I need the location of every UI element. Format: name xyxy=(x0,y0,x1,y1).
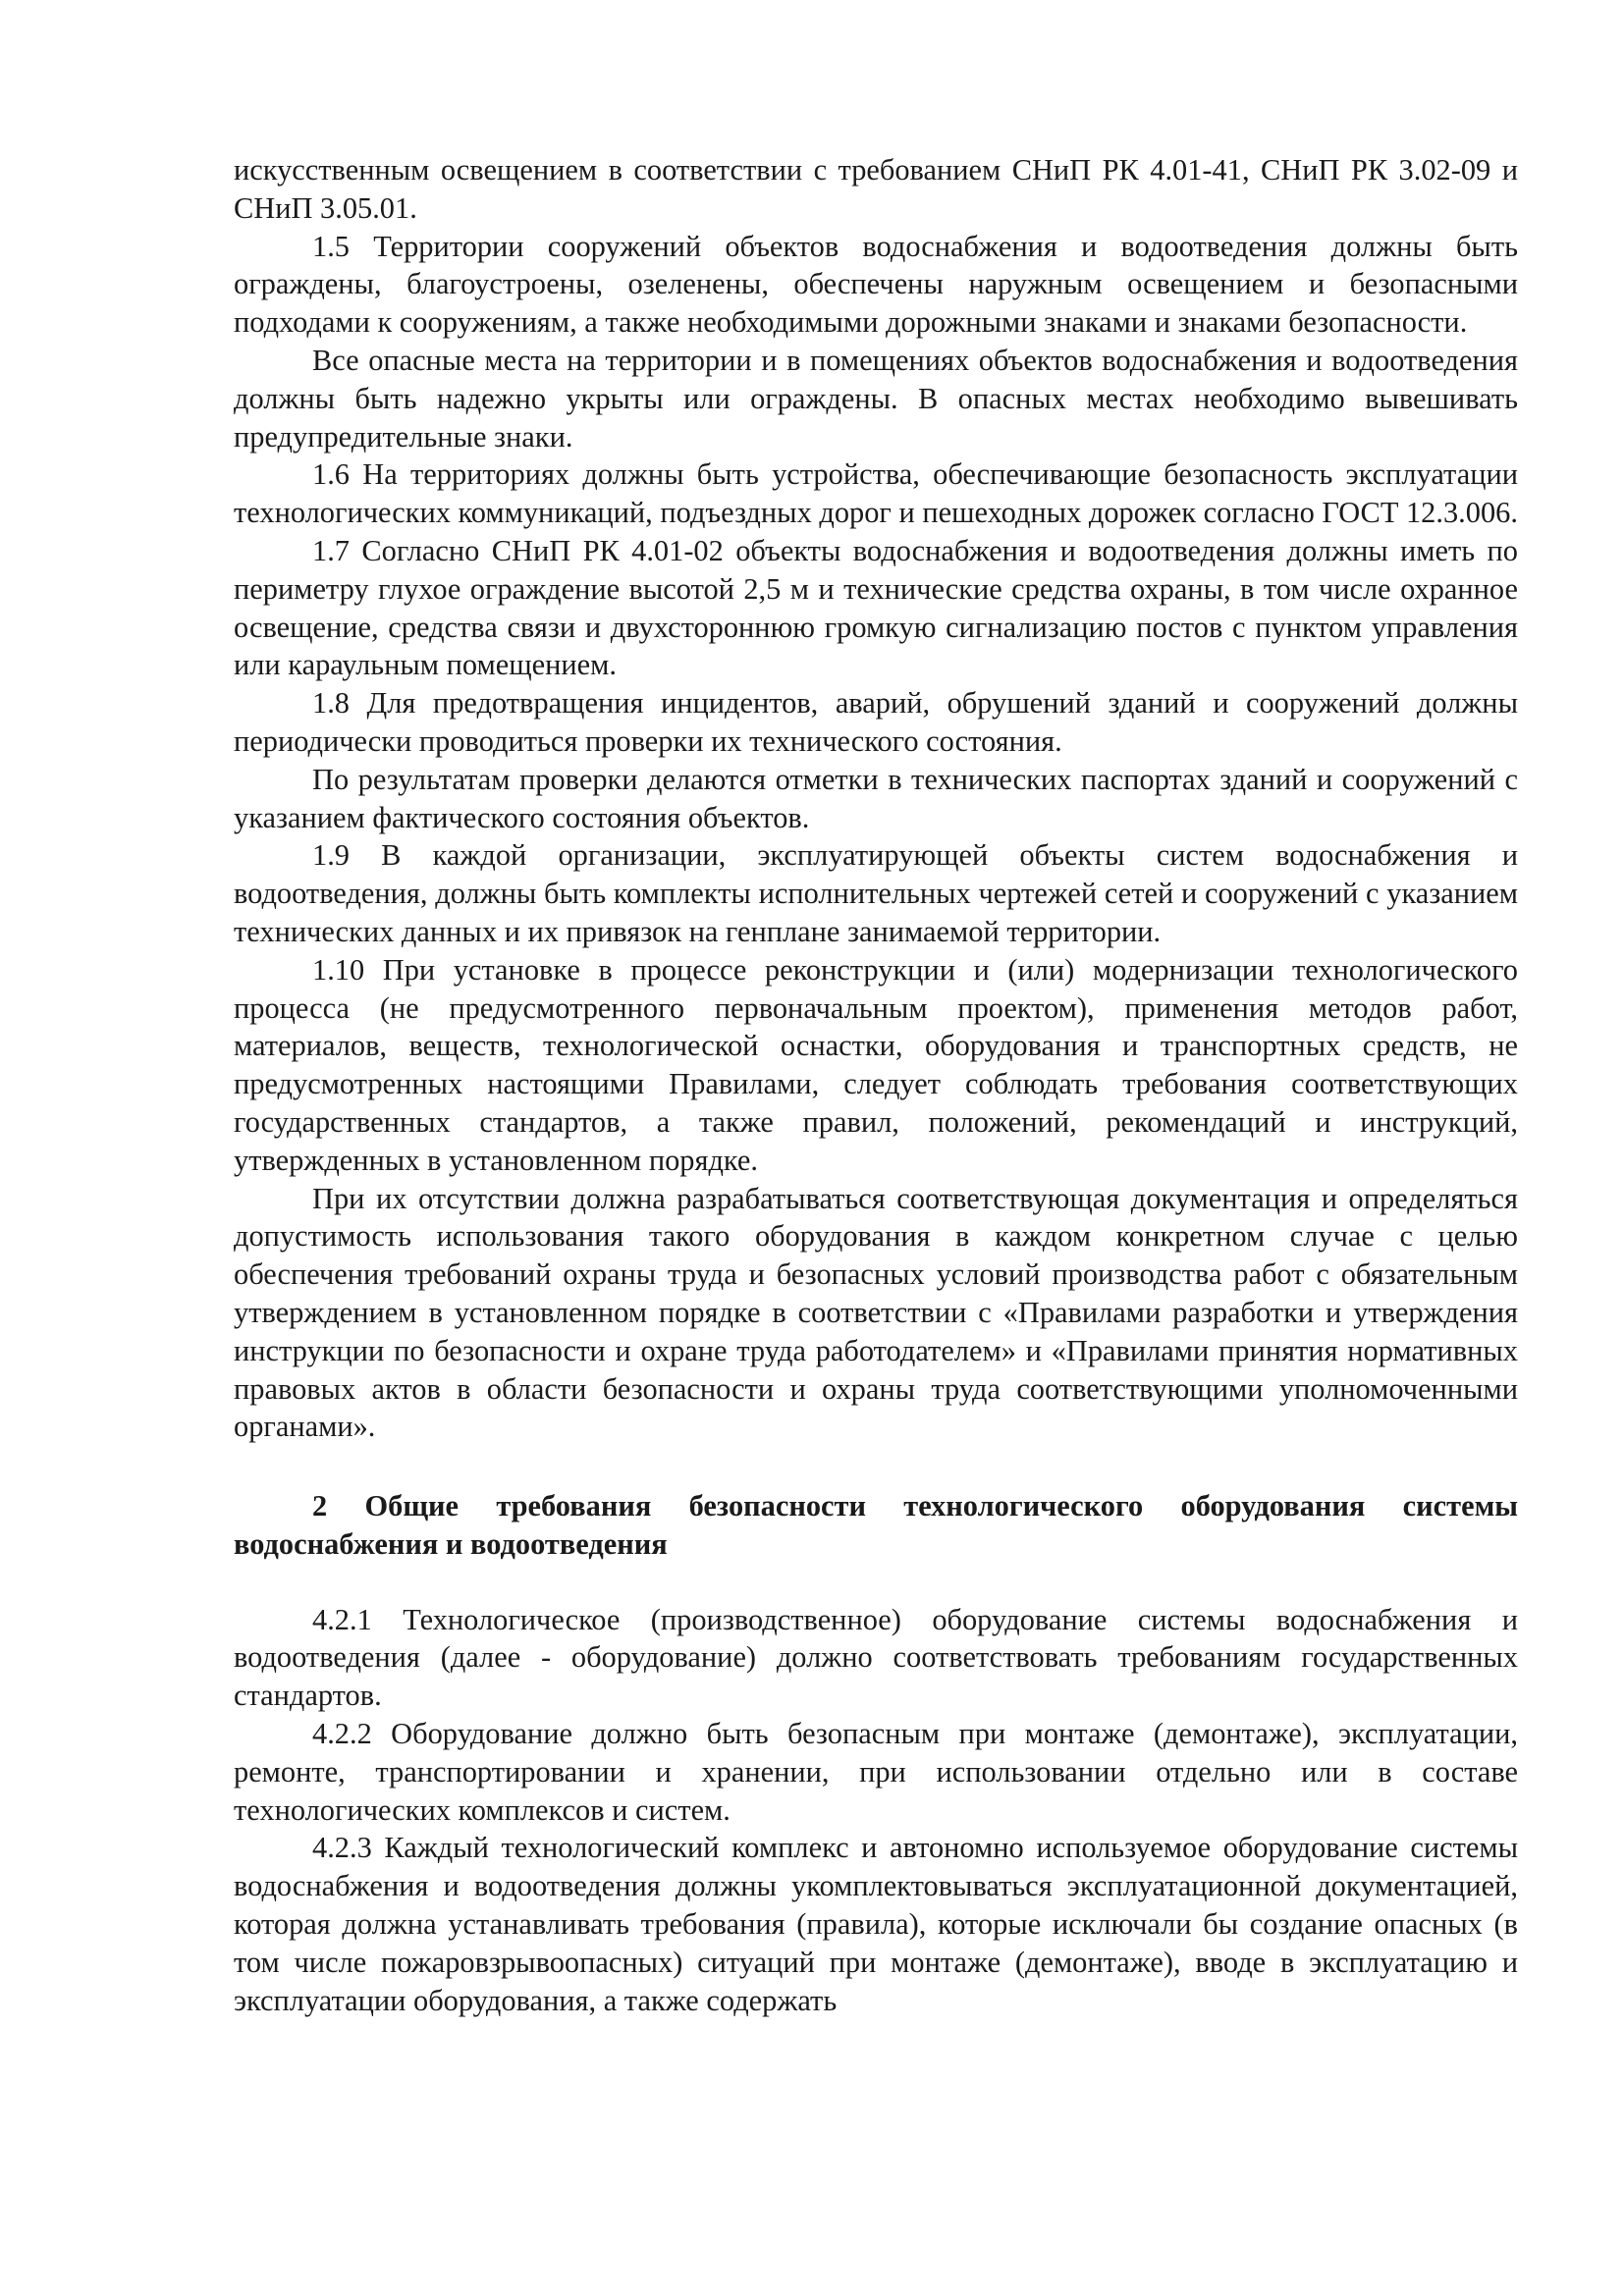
paragraph: 4.2.3 Каждый технологический комплекс и автономно используемое оборудование системы водоснабжения и водоотведения должны укомплектовываться эксплуатационной документацией, которая должна устанавливать требования (правила), которые исключали бы создание опасных (в том числе пожаровзрывоопасных) ситуаций при монтаже (демонтаже), вводе в эксплуатацию и эксплуатации оборудования, а также содержать xyxy=(234,1831,1518,2017)
paragraph: 1.8 Для предотвращения инцидентов, аварий, обрушений зданий и сооружений должны периодически проводиться проверки их технического состояния. xyxy=(234,686,1518,758)
paragraph: 1.6 На территориях должны быть устройства, обеспечивающие безопасность эксплуатации технологических коммуникаций, подъездных дорог и пешеходных дорожек согласно ГОСТ 12.3.006. xyxy=(234,457,1518,530)
paragraph: По результатам проверки делаются отметки в технических паспортах зданий и сооружений с указанием фактического состояния объектов. xyxy=(234,762,1518,834)
paragraph: искусственным освещением в соответствии с требованием СНиП РК 4.01-41, СНиП РК 3.02-09 и СНиП 3.05.01. xyxy=(234,153,1518,225)
paragraph: При их отсутствии должна разрабатываться соответствующая документация и определяться допустимость использования такого оборудования в каждом конкретном случае с целью обеспечения требований охраны труда и безопасных условий производства работ с обязательным утверждением в установленном порядке в соответствии с «Правилами разработки и утверждения инструкции по безопасности и охране труда работодателем» и «Правилами принятия нормативных правовых актов в области безопасности и охраны труда соответствующими уполномоченными органами». xyxy=(234,1181,1518,1444)
paragraph: 1.5 Территории сооружений объектов водоснабжения и водоотведения должны быть ограждены, благоустроены, озеленены, обеспечены наружным освещением и безопасными подходами к сооружениям, а также необходимыми дорожными знаками и знаками безопасности. xyxy=(234,229,1518,340)
paragraph: 4.2.2 Оборудование должно быть безопасным при монтаже (демонтаже), эксплуатации, ремонте, транспортировании и хранении, при использовании отдельно или в составе технологических комплексов и систем. xyxy=(234,1717,1518,1827)
document-page xyxy=(234,151,1518,2019)
section-heading: 2 Общие требования безопасности технологического оборудования системы водоснабжения и водоотведения xyxy=(234,1489,1518,1561)
paragraph: 4.2.1 Технологическое (производственное) оборудование системы водоснабжения и водоотведения (далее - оборудование) должно соответствовать требованиям государственных стандартов. xyxy=(234,1602,1518,1713)
paragraph: 1.7 Согласно СНиП РК 4.01-02 объекты водоснабжения и водоотведения должны иметь по периметру глухое ограждение высотой 2,5 м и технические средства охраны, в том числе охранное освещение, средства связи и двухстороннюю громкую сигнализацию постов с пунктом управления или караульным помещением. xyxy=(234,533,1518,682)
paragraph: 1.10 При установке в процессе реконструкции и (или) модернизации технологического процесса (не предусмотренного первоначальным проектом), применения методов работ, материалов, веществ, технологической оснастки, оборудования и транспортных средств, не предусмотренных настоящими Правилами, следует соблюдать требования соответствующих государственных стандартов, а также правил, положений, рекомендаций и инструкций, утвержденных в установленном порядке. xyxy=(234,952,1518,1177)
paragraph: Все опасные места на территории и в помещениях объектов водоснабжения и водоотведения должны быть надежно укрыты или ограждены. В опасных местах необходимо вывешивать предупредительные знаки. xyxy=(234,343,1518,454)
paragraph: 1.9 В каждой организации, эксплуатирующей объекты систем водоснабжения и водоотведения, должны быть комплекты исполнительных чертежей сетей и сооружений с указанием технических данных и их привязок на генплане занимаемой территории. xyxy=(234,838,1518,948)
